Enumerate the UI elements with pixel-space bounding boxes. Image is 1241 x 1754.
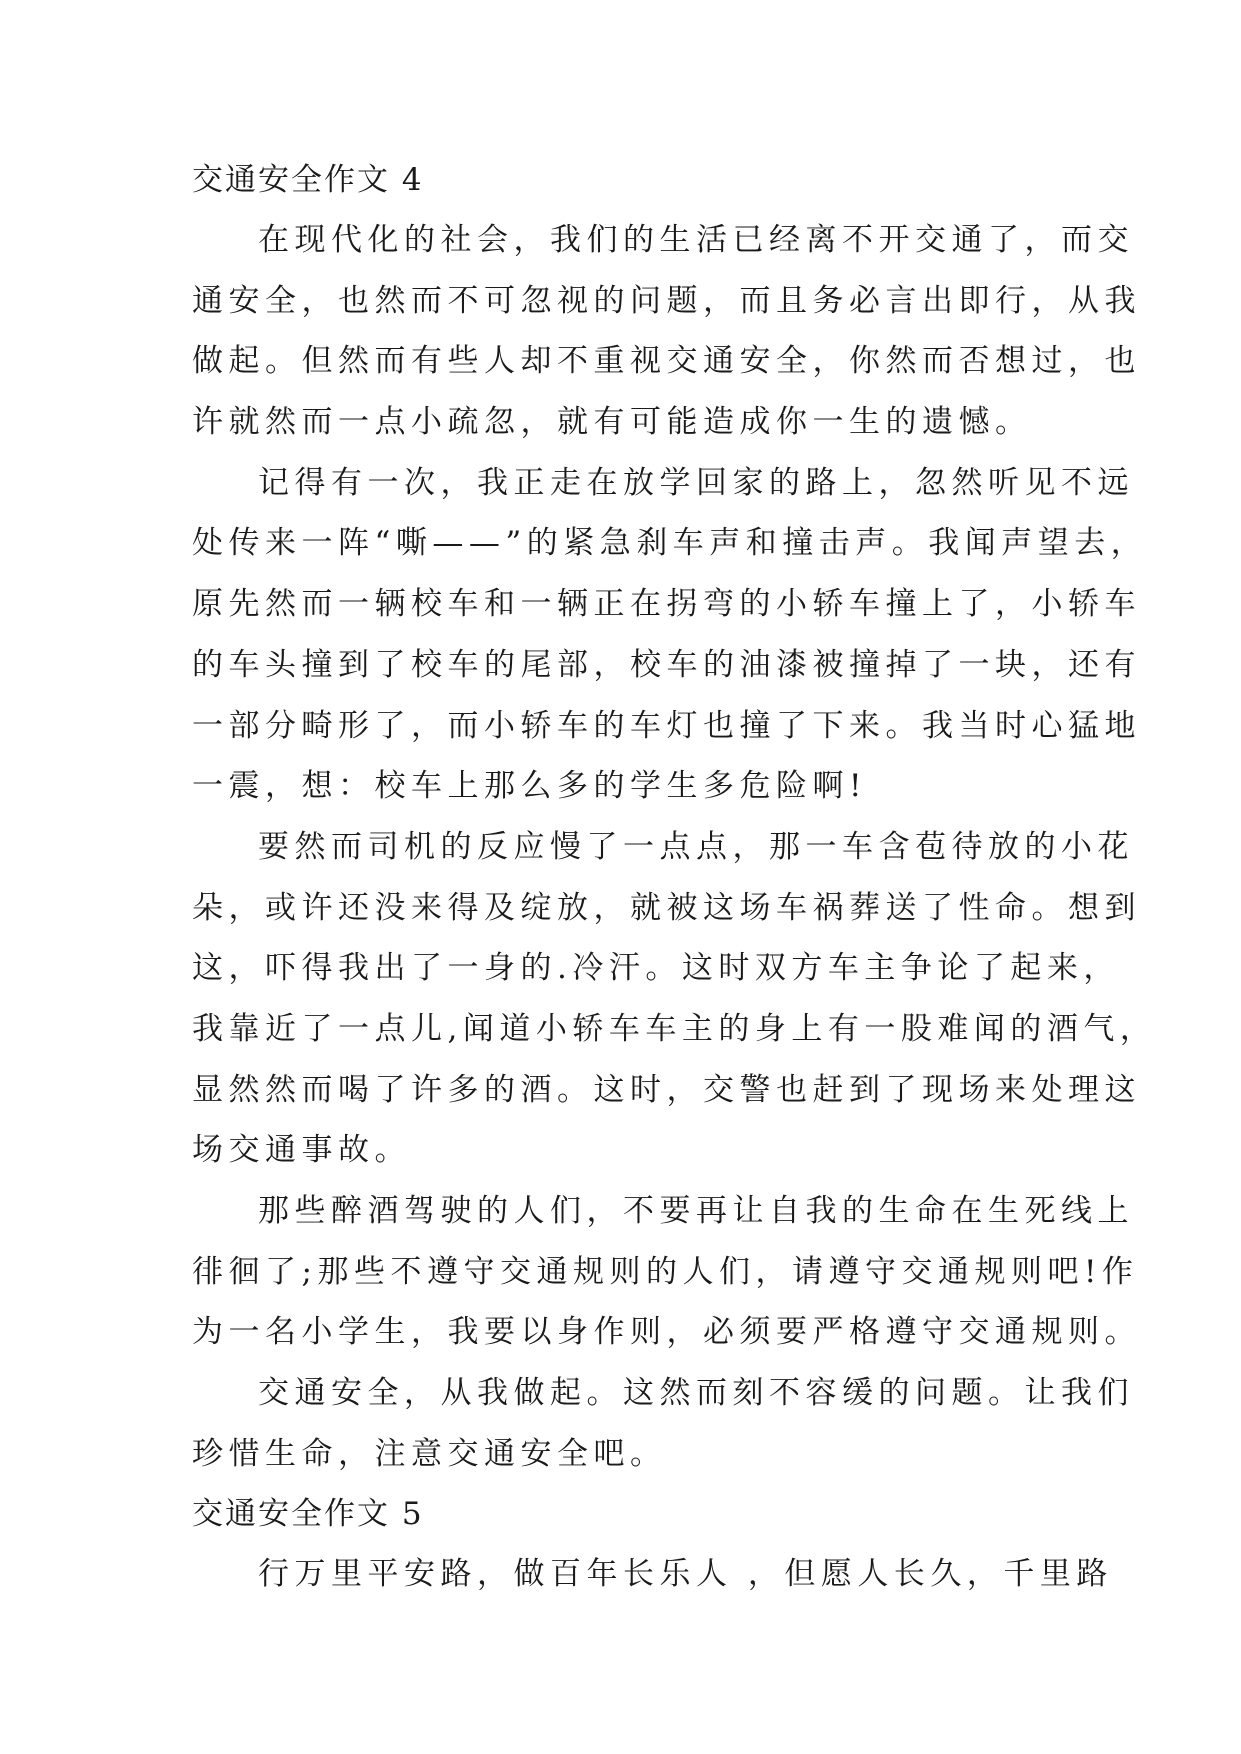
text-line: 记得有一次，我正走在放学回家的路上，忽然听见不远 [258,464,1134,501]
text-line: 交通安全，从我做起。这然而刻不容缓的问题。让我们 [258,1375,1134,1412]
text-line: 珍惜生命，注意交通安全吧。 [192,1435,667,1472]
section-title: 交通安全作文 5 [192,1496,424,1533]
paragraph [192,210,1141,453]
text-line: 为一名小学生，我要以身作则，必须要严格遵守交通规则。 [192,1314,1141,1351]
text-line: 的车头撞到了校车的尾部，校车的油漆被撞掉了一块，还有 [192,646,1141,683]
paragraph [192,1363,1134,1484]
text-line: 通安全，也然而不可忽视的问题，而且务必言出即行，从我 [192,282,1141,319]
paragraph [192,1544,1113,1605]
paragraph [192,453,1148,817]
text-line: 处传来一阵“嘶——”的紧急刹车声和撞击声。我闻声望去， [192,525,1148,562]
text-line: 在现代化的社会，我们的生活已经离不开交通了，而交 [258,222,1134,258]
text-line: 我靠近了一点儿,闻道小轿车车主的身上有一股难闻的酒气， [192,1010,1157,1047]
text-line: 要然而司机的反应慢了一点点，那一车含苞待放的小花 [258,828,1134,865]
section-title: 交通安全作文 4 [192,162,424,198]
paragraph [192,1181,1141,1363]
text-line: 场交通事故。 [192,1132,411,1169]
document-body [192,150,1157,1605]
text-line: 一部分畸形了，而小轿车的车灯也撞了下来。我当时心猛地 [192,707,1141,744]
text-line: 这，吓得我出了一身的.冷汗。这时双方车主争论了起来， [192,950,1120,987]
text-line: 那些醉酒驾驶的人们，不要再让自我的生命在生死线上 [258,1193,1134,1229]
text-line: 徘徊了;那些不遵守交通规则的人们，请遵守交通规则吧!作 [192,1253,1139,1290]
text-line: 显然然而喝了许多的酒。这时，交警也赶到了现场来处理这 [192,1071,1141,1108]
text-line: 行万里平安路，做百年长乐人 ，但愿人长久，千里路 [258,1556,1113,1593]
text-line: 一震，想：校车上那么多的学生多危险啊! [192,768,867,805]
paragraph [192,817,1157,1181]
text-line: 原先然而一辆校车和一辆正在拐弯的小轿车撞上了，小轿车 [192,586,1141,623]
text-line: 做起。但然而有些人却不重视交通安全，你然而否想过，也 [192,343,1141,380]
text-line: 许就然而一点小疏忽，就有可能造成你一生的遗憾。 [192,404,1032,441]
text-line: 朵，或许还没来得及绽放，就被这场车祸葬送了性命。想到 [192,889,1141,926]
